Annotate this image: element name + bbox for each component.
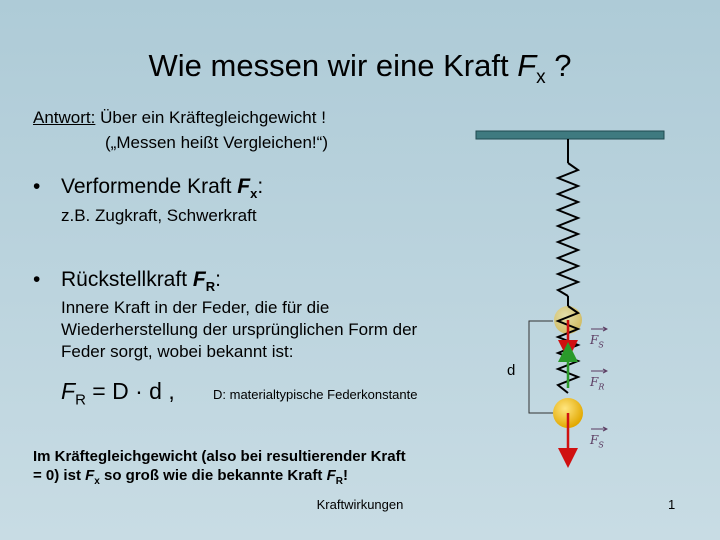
- bullet-restoring-force: • Rückstellkraft $F_R$:: [33, 268, 221, 295]
- answer-quote: („Messen heißt Vergleichen!“): [105, 133, 328, 152]
- bullet-dot-icon: •: [33, 175, 41, 198]
- page-number: 1: [668, 497, 676, 512]
- vector-arrow-icon: [590, 326, 608, 332]
- bullet-dot-icon: •: [33, 268, 41, 291]
- ceiling-bar: [476, 131, 664, 139]
- formula-note: D: materialtypische Federkonstante: [213, 387, 418, 402]
- answer-label: Antwort:: [33, 108, 96, 127]
- dimension-bracket: [529, 321, 553, 413]
- force-label-restoring: $F_R$: [590, 375, 604, 391]
- page-title: Wie messen wir eine Kraft $F_x$ ?: [148, 48, 572, 89]
- elongation-label: d: [507, 362, 516, 379]
- bullet-deforming-force: • Verformende Kraft $F_x$:: [33, 175, 264, 202]
- spring-coil-upper: [558, 163, 578, 296]
- vector-arrow-icon: [590, 368, 608, 374]
- vector-arrow-icon: [590, 426, 608, 432]
- spring-formula: $F_R = D \cdot d$ ,: [61, 378, 175, 409]
- equilibrium-summary: Im Kräftegleichgewicht (also bei resultierender Kraft = 0) ist $F_x$ so groß wie die bekannte Kraft $F_R$!: [33, 448, 406, 487]
- bullet-deforming-detail: z.B. Zugkraft, Schwerkraft: [61, 206, 257, 225]
- force-label-lower: $F_S$: [590, 433, 604, 449]
- answer-text: Über ein Kräftegleichgewicht !: [95, 108, 326, 127]
- bullet-restoring-detail: Innere Kraft in der Feder, die für die Wiederherstellung der ursprünglichen Form der Feder sorgt, wobei bekannt ist:: [61, 298, 418, 361]
- force-label-upper: $F_S$: [590, 333, 604, 349]
- footer-title: Kraftwirkungen: [316, 497, 404, 512]
